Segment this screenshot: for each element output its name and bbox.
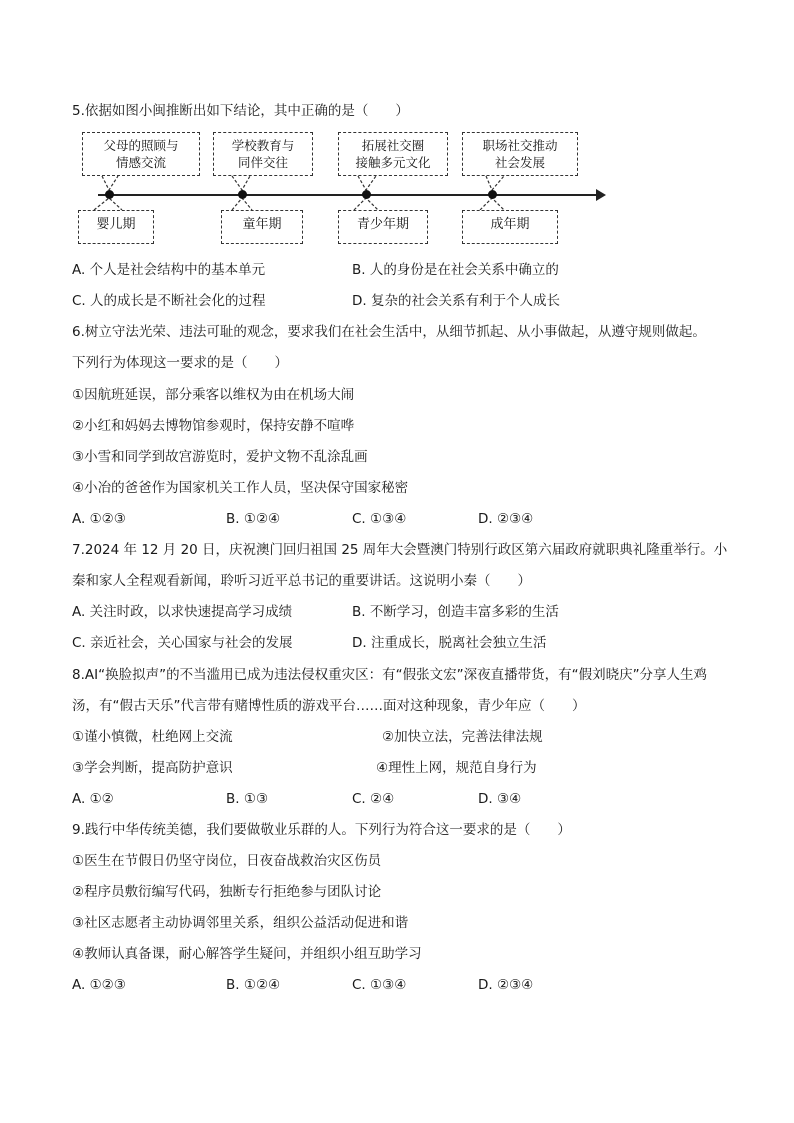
q9-option-d: D. ②③④ (478, 977, 534, 993)
q7-option-a: A. 关注时政，以求快速提高学习成绩 (72, 604, 293, 620)
top-box-line: 学校教育与 (231, 138, 295, 153)
timeline-arrowhead (596, 189, 606, 201)
q6-item-3: ③小雪和同学到故宫游览时，爱护文物不乱涂乱画 (72, 449, 368, 465)
top-box-line: 情感交流 (115, 155, 166, 170)
q7-stem-line1: 7.2024 年 12 月 20 日，庆祝澳门回归祖国 25 周年大会暨澳门特别行政区第六届政府就职典礼隆重举行。小 (72, 542, 728, 558)
q5-option-c: C. 人的成长是不断社会化的过程 (72, 293, 266, 309)
q6-item-2: ②小红和妈妈去博物馆参观时，保持安静不喧哗 (72, 418, 355, 434)
q6-item-4: ④小冶的爸爸作为国家机关工作人员，坚决保守国家秘密 (72, 480, 409, 496)
q5-option-b: B. 人的身份是在社会关系中确立的 (352, 262, 559, 278)
q9-stem: 9.践行中华传统美德，我们要做敬业乐群的人。下列行为符合这一要求的是（ ） (72, 822, 571, 838)
q9-option-c: C. ①③④ (352, 977, 407, 993)
q9-item-1: ①医生在节假日仍坚守岗位，日夜奋战救治灾区伤员 (72, 853, 382, 869)
top-box-line: 职场社交推动 (482, 138, 558, 153)
q9-option-b: B. ①②④ (226, 977, 281, 993)
q9-item-3: ③社区志愿者主动协调邻里关系，组织公益活动促进和谐 (72, 915, 409, 931)
timeline-point-adulthood (488, 190, 497, 199)
timeline-point-childhood (238, 190, 247, 199)
top-box-line: 社会发展 (494, 155, 545, 170)
connector-infant-bottom (94, 198, 122, 210)
connector-adulthood-top (486, 176, 504, 190)
q5-option-d: D. 复杂的社会关系有利于个人成长 (352, 293, 560, 309)
q6-stem-line1: 6.树立守法光荣、违法可耻的观念，要求我们在社会生活中，从细节抓起、从小事做起，从遵守规则做起。 (72, 324, 706, 340)
top-box-line: 同伴交往 (237, 155, 288, 170)
q9-item-2: ②程序员敷衍编写代码，独断专行拒绝参与团队讨论 (72, 884, 382, 900)
q6-stem-line2: 下列行为体现这一要求的是（ ） (72, 355, 288, 371)
top-box-line: 父母的照顾与 (103, 138, 179, 153)
socialization-timeline-diagram (72, 130, 612, 250)
q6-option-d: D. ②③④ (478, 511, 534, 527)
stage-box-infant: 婴儿期 (78, 210, 154, 244)
timeline-point-adolescence (362, 190, 371, 199)
connector-adulthood-bottom (480, 198, 504, 210)
q6-option-b: B. ①②④ (226, 511, 281, 527)
q6-option-c: C. ①③④ (352, 511, 407, 527)
q7-stem-line2: 秦和家人全程观看新闻，聆听习近平总书记的重要讲话。这说明小秦（ ） (72, 573, 531, 589)
q8-item-2: ②加快立法，完善法律法规 (382, 729, 543, 745)
q7-option-b: B. 不断学习，创造丰富多彩的生活 (352, 604, 559, 620)
stage-box-adulthood: 成年期 (462, 210, 558, 244)
q5-option-a: A. 个人是社会结构中的基本单元 (72, 262, 266, 278)
connector-adolescence-bottom (354, 198, 378, 210)
stage-box-adolescence: 青少年期 (338, 210, 428, 244)
connector-childhood-bottom (232, 198, 252, 210)
q9-item-4: ④教师认真备课，耐心解答学生疑问，并组织小组互助学习 (72, 946, 422, 962)
stage-box-childhood: 童年期 (221, 210, 303, 244)
q7-option-d: D. 注重成长，脱离社会独立生活 (352, 635, 547, 651)
q8-option-b: B. ①③ (226, 791, 269, 807)
q8-stem-line1: 8.AI“换脸拟声”的不当滥用已成为违法侵权重灾区：有“假张文宏”深夜直播带货，有“假刘晓庆”分享人生鸡 (72, 667, 708, 683)
connector-infant-top (102, 176, 118, 190)
timeline-point-infant (105, 190, 114, 199)
q8-option-d: D. ③④ (478, 791, 522, 807)
q9-option-a: A. ①②③ (72, 977, 126, 993)
q5-stem: 5.依据如图小闽推断出如下结论，其中正确的是（ ） (72, 103, 409, 119)
q6-option-a: A. ①②③ (72, 511, 126, 527)
q8-stem-line2: 汤，有“假古天乐”代言带有赌博性质的游戏平台……面对这种现象，青少年应（ ） (72, 698, 586, 714)
q6-item-1: ①因航班延误，部分乘客以维权为由在机场大闹 (72, 387, 355, 403)
q8-option-c: C. ②④ (352, 791, 395, 807)
q8-option-a: A. ①② (72, 791, 114, 807)
top-box-line: 拓展社交圈 (361, 138, 425, 153)
timeline-axis (98, 194, 603, 196)
connector-childhood-top (232, 176, 250, 190)
q8-item-3: ③学会判断，提高防护意识 (72, 760, 233, 776)
connector-adolescence-top (358, 176, 376, 190)
q8-item-1: ①谨小慎微，杜绝网上交流 (72, 729, 233, 745)
q8-item-4: ④理性上网，规范自身行为 (376, 760, 537, 776)
top-box-line: 接触多元文化 (355, 155, 431, 170)
q7-option-c: C. 亲近社会，关心国家与社会的发展 (72, 635, 293, 651)
